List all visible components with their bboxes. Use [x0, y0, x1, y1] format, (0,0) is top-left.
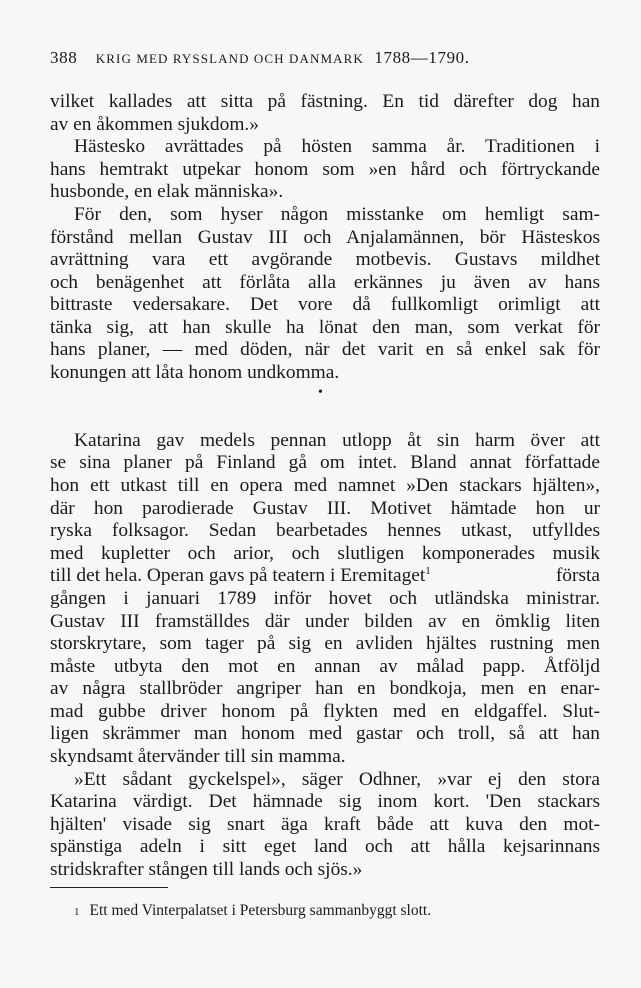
- text-line: Katarina värdigt. Det hämnade sig inom kort. 'Den stackars: [50, 791, 600, 813]
- text-line: ryska folksagor. Sedan bearbetades hennes utkast, utfylldes: [50, 520, 600, 542]
- running-title: KRIG MED RYSSLAND OCH DANMARK: [95, 51, 364, 66]
- text-line: Katarina gav medels pennan utlopp åt sin harm över att: [74, 429, 600, 451]
- text-line: vilket kallades att sitta på fästning. En tid därefter dog han: [50, 91, 600, 112]
- footnote-mark: 1: [74, 906, 80, 918]
- text-line: skyndsamt återvänder till sin mamma.: [50, 746, 346, 768]
- text-line: tänka sig, att han skulle ha lönat den man, som verkat för: [50, 316, 600, 338]
- text-line: av en åkommen sjukdom.»: [50, 113, 259, 135]
- text-line: ligen skrämmer man honom med gastar och troll, så att han: [50, 723, 600, 745]
- text-line: se sina planer på Finland gå om intet. Bland annat författade: [50, 452, 600, 474]
- text-line: gången i januari 1789 inför hovet och utländska ministrar.: [50, 587, 600, 609]
- text-line: bittraste vedersakare. Det vore då fullkomligt orimligt att: [50, 294, 600, 316]
- text-line: husbonde, en elak människa».: [50, 181, 284, 203]
- text-line: avrättning vara ett avgörande motbevis. Gustavs mildhet: [50, 249, 600, 271]
- text-line: med kupletter och arior, och slutligen komponerades musik: [50, 542, 600, 564]
- page-number: 388: [50, 48, 78, 67]
- text-line: mad gubbe driver honom på flykten med en eldgaffel. Slut-: [50, 700, 600, 722]
- text-line: storskrytare, som tager på sig en avliden hjältes rustning men: [50, 633, 600, 655]
- text-line: Gustav III framställdes där under bilden av en ömklig liten: [50, 610, 600, 632]
- text-line: måste utbyta den mot en annan av målad papp. Åtföljd: [50, 655, 600, 677]
- footnote-reference: 1: [425, 565, 431, 578]
- footnote: [74, 902, 431, 920]
- text-line: Hästesko avrättades på hösten samma år. Traditionen i: [74, 136, 600, 158]
- text-line: hjälten' visade sig snart äga kraft både att kuva den mot-: [50, 813, 600, 835]
- text-line: hon ett utkast till en opera med namnet »Den stackars hjälten»,: [50, 475, 600, 496]
- text-line: och benägenhet att förlåta alla erkännes ju även av hans: [50, 271, 600, 293]
- running-years: 1788—1790.: [374, 48, 470, 67]
- text-segment: till det hela. Operan gavs på teatern i Eremitaget: [50, 565, 426, 587]
- text-line: »Ett sådant gyckelspel», säger Odhner, »var ej den stora: [74, 768, 600, 790]
- footnote-text: Ett med Vinterpalatset i Petersburg sammanbyggt slott.: [89, 902, 432, 919]
- text-line: stridskrafter stången till lands och sjös.»: [50, 859, 363, 880]
- text-line: spänstiga adeln i sitt eget land och att hålla kejsarinnans: [50, 836, 600, 858]
- text-line: hans planer, — med döden, när det varit en så enkel sak för: [50, 339, 600, 361]
- text-line: av några stallbröder angriper han en bondkoja, men en enar-: [50, 678, 600, 700]
- text-segment: första: [555, 565, 600, 587]
- text-line: där hon parodierade Gustav III. Motivet hämtade hon ur: [50, 497, 600, 519]
- text-line: För den, som hyser någon misstanke om hemligt sam-: [74, 203, 600, 225]
- footnote-rule: [50, 887, 168, 888]
- text-line: konungen att låta honom undkomma.: [50, 362, 340, 384]
- section-break-mark: •: [318, 384, 323, 400]
- text-line-with-footnote: [50, 564, 600, 588]
- text-line: förstånd mellan Gustav III och Anjalamännen, bör Hästeskos: [50, 226, 600, 248]
- text-line: hans hemtrakt utpekar honom som »en hård och förtryckande: [50, 158, 600, 180]
- running-header: [50, 48, 590, 68]
